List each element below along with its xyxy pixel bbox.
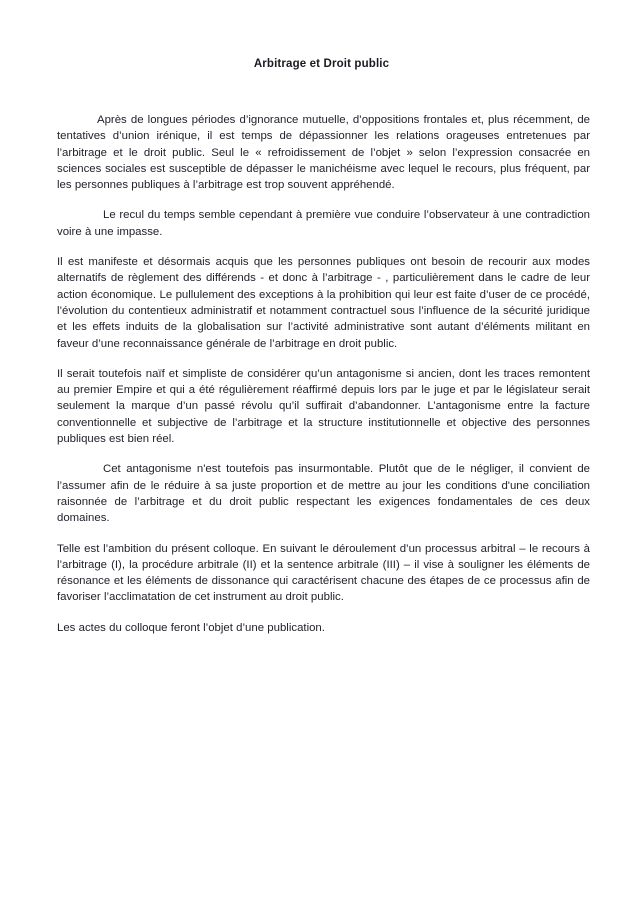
paragraph-2: Le recul du temps semble cependant à première vue conduire l’observateur à une contradiction voire à une impasse. bbox=[57, 209, 590, 238]
paragraph-6: Telle est l’ambition du présent colloque. En suivant le déroulement d’un processus arbitral – le recours à l’arbitrage (I), la procédure arbitrale (II) et la sentence arbitrale (III) – il vise à souligner les éléments de résonance et les éléments de dissonance qui caractérisent chacune des étapes de ce processus afin de favoriser l’acclimatation de cet instrument au droit public. bbox=[57, 542, 590, 604]
paragraph-3: Il est manifeste et désormais acquis que les personnes publiques ont besoin de recourir aux modes alternatifs de règlement des différends - et donc à l’arbitrage - , particulièrement dans le cadre de leur action économique. Le pullulement des exceptions à la prohibition qui leur est faite d’user de ce procédé, l’évolution du contentieux administratif et notamment contractuel sous l’influence de la sécurité juridique et les effets induits de la globalisation sur l’activité administrative sont autant d’éléments militant en faveur d’une reconnaissance générale de l’arbitrage en droit public. bbox=[57, 256, 590, 350]
document-body bbox=[57, 112, 590, 636]
paragraph-4: Il serait toutefois naïf et simpliste de considérer qu’un antagonisme si ancien, dont les traces remontent au premier Empire et qui a été régulièrement réaffirmé depuis lors par le juge et par le législateur serait seulement la marque d’un passé révolu qu’il suffirait d’abandonner. L’antagonisme entre la facture conventionnelle et subjective de l’arbitrage et la structure institutionnelle et objective des personnes publiques est bien réel. bbox=[57, 367, 590, 446]
page-title: Arbitrage et Droit public bbox=[253, 58, 390, 70]
paragraph-5: Cet antagonisme n'est toutefois pas insurmontable. Plutôt que de le négliger, il convient de l’assumer afin de le réduire à sa juste proportion et de mettre au jour les conditions d'une conciliation raisonnée de l’arbitrage et du droit public respectant les exigences fondamentales de ces deux domaines. bbox=[57, 463, 590, 525]
paragraph-7: Les actes du colloque feront l’objet d’une publication. bbox=[57, 621, 325, 634]
paragraph-1: Après de longues périodes d’ignorance mutuelle, d’oppositions frontales et, plus récemment, de tentatives d’union irénique, il est temps de dépassionner les relations orageuses entretenues par l’arbitrage et le droit public. Seul le « refroidissement de l’objet » selon l’expression consacrée en sciences sociales est susceptible de dépasser le manichéisme avec lequel le recours, plus fréquent, par les personnes publiques à l’arbitrage est trop souvent appréhendé. bbox=[57, 114, 590, 192]
